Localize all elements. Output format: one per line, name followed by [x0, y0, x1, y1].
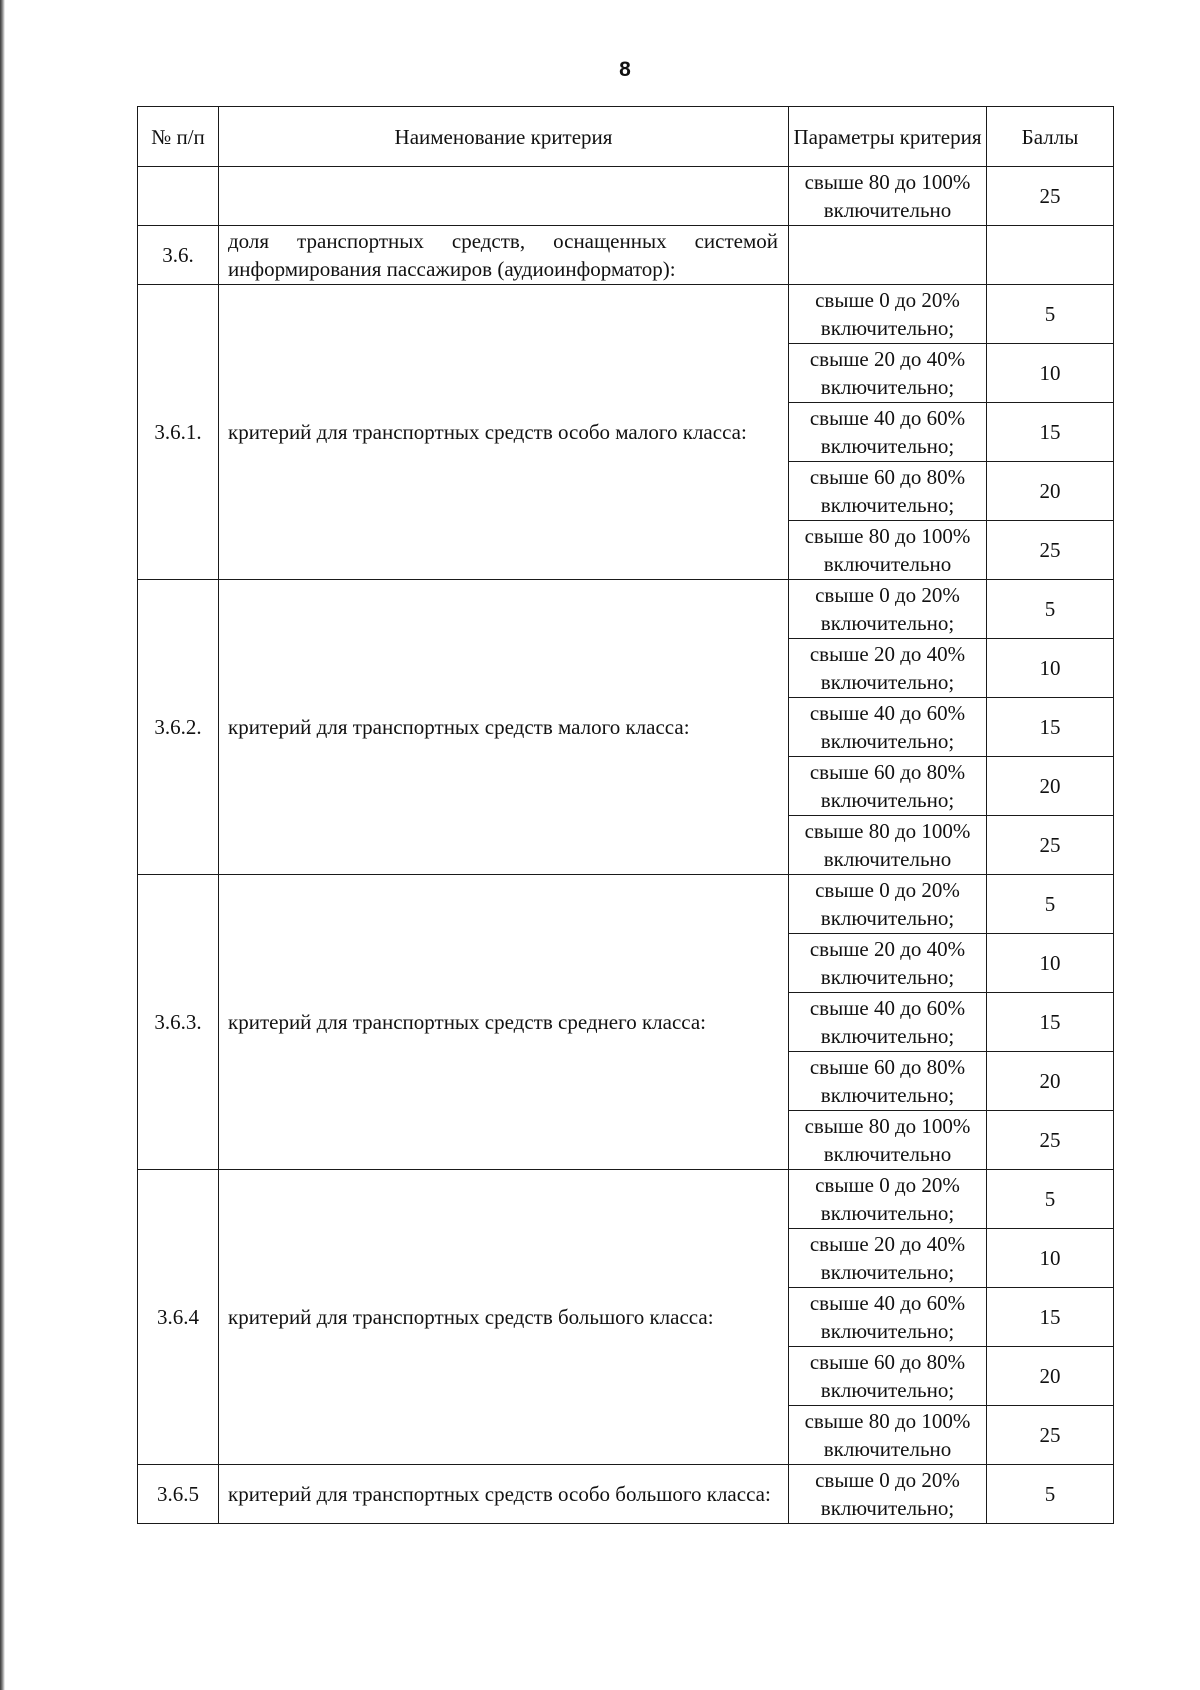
criterion-name: критерий для транспортных средств малого класса: — [219, 580, 789, 875]
criterion-param: свыше 20 до 40% включительно; — [789, 934, 987, 993]
criterion-score: 5 — [987, 1170, 1114, 1229]
criterion-score: 5 — [987, 875, 1114, 934]
last-criterion-param: свыше 0 до 20% включительно; — [789, 1465, 987, 1524]
header-score: Баллы — [987, 107, 1114, 167]
criterion-param: свыше 0 до 20% включительно; — [789, 1170, 987, 1229]
criterion-score: 20 — [987, 757, 1114, 816]
criterion-score: 25 — [987, 1406, 1114, 1465]
criterion-score: 15 — [987, 403, 1114, 462]
section-score-cell — [987, 226, 1114, 285]
criteria-table — [137, 106, 1114, 1524]
criterion-option-row — [138, 875, 1114, 934]
criterion-score: 20 — [987, 462, 1114, 521]
continuation-param: свыше 80 до 100% включительно — [789, 167, 987, 226]
criterion-option-row — [138, 580, 1114, 639]
criterion-param: свыше 80 до 100% включительно — [789, 1111, 987, 1170]
criterion-name: критерий для транспортных средств особо малого класса: — [219, 285, 789, 580]
criterion-param: свыше 40 до 60% включительно; — [789, 993, 987, 1052]
criterion-num: 3.6.1. — [138, 285, 219, 580]
criterion-score: 10 — [987, 639, 1114, 698]
criterion-score: 15 — [987, 1288, 1114, 1347]
scan-edge — [0, 0, 5, 1690]
criterion-param: свыше 20 до 40% включительно; — [789, 344, 987, 403]
continuation-num-cell — [138, 167, 219, 226]
section-row — [138, 226, 1114, 285]
header-params: Параметры критерия — [789, 107, 987, 167]
continuation-name-cell — [219, 167, 789, 226]
criterion-param: свыше 80 до 100% включительно — [789, 521, 987, 580]
criterion-option-row — [138, 285, 1114, 344]
criterion-param: свыше 0 до 20% включительно; — [789, 580, 987, 639]
criterion-param: свыше 40 до 60% включительно; — [789, 403, 987, 462]
criterion-param: свыше 60 до 80% включительно; — [789, 757, 987, 816]
criterion-name: критерий для транспортных средств большого класса: — [219, 1170, 789, 1465]
criterion-score: 5 — [987, 580, 1114, 639]
criterion-name: критерий для транспортных средств среднего класса: — [219, 875, 789, 1170]
criterion-param: свыше 0 до 20% включительно; — [789, 285, 987, 344]
last-criterion-score: 5 — [987, 1465, 1114, 1524]
table-header-row — [138, 107, 1114, 167]
criterion-param: свыше 60 до 80% включительно; — [789, 1052, 987, 1111]
criterion-option-row — [138, 1170, 1114, 1229]
criterion-score: 20 — [987, 1347, 1114, 1406]
last-criterion-num: 3.6.5 — [138, 1465, 219, 1524]
section-num: 3.6. — [138, 226, 219, 285]
criterion-num: 3.6.3. — [138, 875, 219, 1170]
criterion-score: 10 — [987, 344, 1114, 403]
last-criterion-row — [138, 1465, 1114, 1524]
criterion-score: 20 — [987, 1052, 1114, 1111]
continuation-score: 25 — [987, 167, 1114, 226]
criterion-num: 3.6.2. — [138, 580, 219, 875]
criterion-score: 15 — [987, 698, 1114, 757]
criterion-param: свыше 0 до 20% включительно; — [789, 875, 987, 934]
criterion-score: 25 — [987, 521, 1114, 580]
last-criterion-name: критерий для транспортных средств особо большого класса: — [219, 1465, 789, 1524]
page-number: 8 — [619, 58, 631, 81]
header-name: Наименование критерия — [219, 107, 789, 167]
criterion-param: свыше 60 до 80% включительно; — [789, 1347, 987, 1406]
criterion-param: свыше 40 до 60% включительно; — [789, 698, 987, 757]
criterion-score: 25 — [987, 1111, 1114, 1170]
criterion-param: свыше 80 до 100% включительно — [789, 816, 987, 875]
criterion-score: 25 — [987, 816, 1114, 875]
criterion-param: свыше 20 до 40% включительно; — [789, 1229, 987, 1288]
criterion-score: 5 — [987, 285, 1114, 344]
criterion-param: свыше 80 до 100% включительно — [789, 1406, 987, 1465]
criterion-score: 15 — [987, 993, 1114, 1052]
header-num: № п/п — [138, 107, 219, 167]
criterion-param: свыше 20 до 40% включительно; — [789, 639, 987, 698]
continuation-row — [138, 167, 1114, 226]
criterion-score: 10 — [987, 1229, 1114, 1288]
section-param-cell — [789, 226, 987, 285]
criterion-param: свыше 60 до 80% включительно; — [789, 462, 987, 521]
section-name: доля транспортных средств, оснащенных системой информирования пассажиров (аудиоинформатор): — [219, 226, 789, 285]
criterion-score: 10 — [987, 934, 1114, 993]
criterion-param: свыше 40 до 60% включительно; — [789, 1288, 987, 1347]
criterion-num: 3.6.4 — [138, 1170, 219, 1465]
